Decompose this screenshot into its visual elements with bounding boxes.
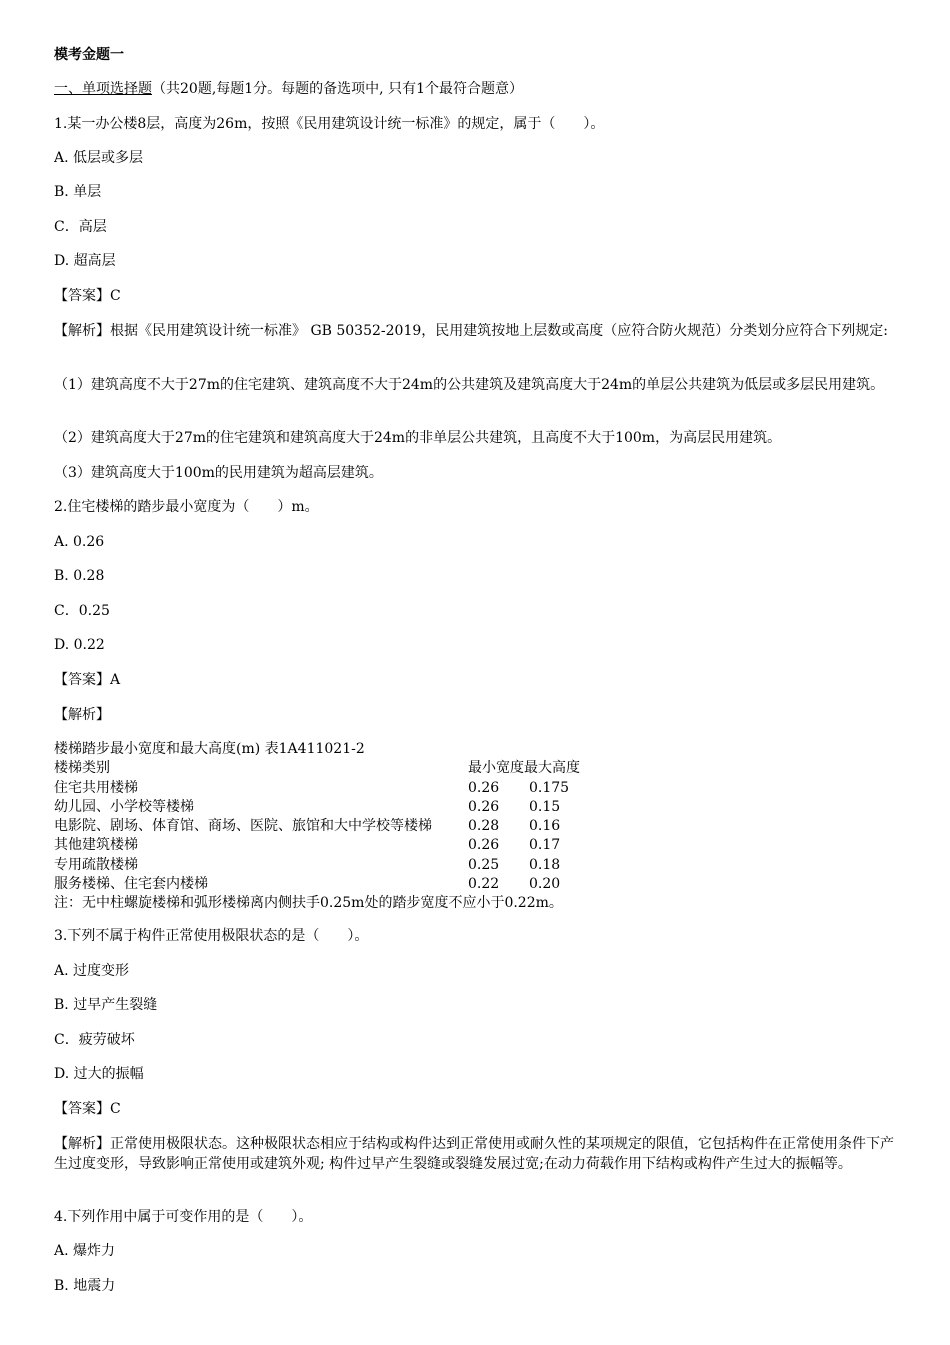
table-cell-category: 专用疏散楼梯 (54, 856, 138, 873)
table-row (54, 798, 654, 817)
question-2-option-b: B. 0.28 (54, 568, 105, 584)
question-1-option-a: A. 低层或多层 (54, 150, 144, 166)
table-row (54, 836, 654, 855)
table-row (54, 817, 654, 836)
table-cell-max-height: 0.20 (529, 876, 561, 893)
question-4-option-a: A. 爆炸力 (54, 1243, 116, 1259)
question-4-stem: 4.下列作用中属于可变作用的是（ ）。 (54, 1209, 313, 1225)
stair-table-header-widths (468, 759, 580, 778)
table-row (54, 779, 654, 798)
table-cell-min-width: 0.28 (468, 818, 500, 835)
table-cell-min-width: 0.26 (468, 837, 500, 854)
table-cell-category: 住宅共用楼梯 (54, 779, 138, 796)
table-cell-min-width: 0.22 (468, 876, 500, 893)
table-cell-min-width: 0.25 (468, 856, 500, 873)
stair-table-note: 注：无中柱螺旋楼梯和弧形楼梯离内侧扶手0.25m处的踏步宽度不应小于0.22m。 (54, 895, 563, 912)
question-1-analysis-point-2: （2）建筑高度大于27m的住宅建筑和建筑高度大于24m的非单层公共建筑，且高度不大于100m，为高层民用建筑。 (54, 430, 782, 446)
question-2-option-d: D. 0.22 (54, 637, 105, 653)
question-3-analysis: 【解析】正常使用极限状态。这种极限状态相应于结构或构件达到正常使用或耐久性的某项规定的限值，它包括构件在正常使用条件下产生过度变形，导致影响正常使用或建筑外观; 构件过早产生裂缝或裂缝发展过宽;在动力荷载作用下结构或构件产生过大的振幅等。 (54, 1136, 894, 1172)
question-2-option-c: C．0.25 (54, 603, 110, 619)
question-3-option-d: D. 过大的振幅 (54, 1066, 144, 1082)
question-1-stem: 1.某一办公楼8层，高度为26m，按照《民用建筑设计统一标准》的规定，属于（ ）。 (54, 116, 605, 132)
question-3-option-c: C．疲劳破坏 (54, 1032, 135, 1048)
section-note: （共20题,每题1分。每题的备选项中, 只有1个最符合题意） (152, 81, 523, 97)
question-4-option-b: B. 地震力 (54, 1278, 116, 1294)
question-1-option-b: B. 单层 (54, 184, 102, 200)
stair-table-header-max-height: 最大高度 (524, 760, 580, 777)
question-1-analysis: 【解析】根据《民用建筑设计统一标准》 GB 50352-2019，民用建筑按地上层数或高度（应符合防火规范）分类划分应符合下列规定: (54, 323, 888, 339)
question-1-analysis-point-1: （1）建筑高度不大于27m的住宅建筑、建筑高度不大于24m的公共建筑及建筑高度大于24m的单层公共建筑为低层或多层民用建筑。 (54, 377, 885, 393)
section-heading: 一、单项选择题 (54, 81, 152, 97)
table-cell-min-width: 0.26 (468, 798, 500, 815)
question-2-option-a: A. 0.26 (54, 534, 105, 550)
stair-table-header-row (54, 759, 654, 778)
question-3-answer: 【答案】C (54, 1101, 121, 1117)
question-3-option-a: A. 过度变形 (54, 963, 130, 979)
section-heading-line (54, 79, 523, 99)
question-3-stem: 3.下列不属于构件正常使用极限状态的是（ ）。 (54, 928, 369, 944)
question-3-option-b: B. 过早产生裂缝 (54, 997, 158, 1013)
table-cell-max-height: 0.18 (529, 856, 561, 873)
table-cell-category: 幼儿园、小学校等楼梯 (54, 798, 194, 815)
table-cell-max-height: 0.17 (529, 837, 561, 854)
stair-table-header-category: 楼梯类别 (54, 760, 110, 777)
table-row (54, 856, 654, 875)
stair-table-header-min-width: 最小宽度 (468, 760, 524, 777)
table-cell-category: 电影院、剧场、体育馆、商场、医院、旅馆和大中学校等楼梯 (54, 818, 432, 835)
question-1-analysis-point-3: （3）建筑高度大于100m的民用建筑为超高层建筑。 (54, 465, 383, 481)
question-1-answer: 【答案】C (54, 288, 121, 304)
question-2-stem: 2.住宅楼梯的踏步最小宽度为（ ）m。 (54, 499, 319, 515)
question-2-answer: 【答案】A (54, 672, 121, 688)
table-cell-max-height: 0.16 (529, 818, 561, 835)
question-2-analysis: 【解析】 (54, 707, 110, 723)
table-cell-max-height: 0.175 (529, 779, 570, 796)
table-row (54, 875, 654, 894)
question-1-option-d: D. 超高层 (54, 253, 116, 269)
question-1-option-c: C．高层 (54, 219, 107, 235)
stair-table-caption: 楼梯踏步最小宽度和最大高度(m) 表1A411021-2 (54, 741, 365, 757)
table-cell-category: 服务楼梯、住宅套内楼梯 (54, 876, 208, 893)
table-cell-category: 其他建筑楼梯 (54, 837, 138, 854)
table-cell-min-width: 0.26 (468, 779, 500, 796)
document-title: 模考金题一 (54, 47, 124, 63)
stair-table (54, 740, 654, 914)
table-cell-max-height: 0.15 (529, 798, 561, 815)
